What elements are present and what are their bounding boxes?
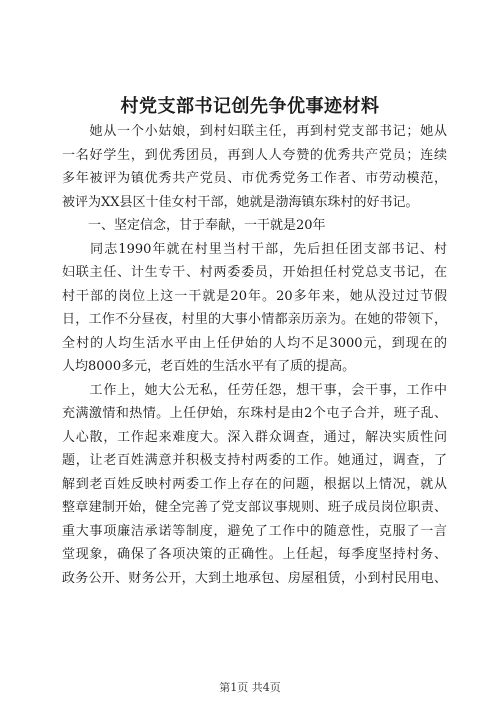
text-line: 全村的人均生活水平由上任伊始的人均不足3000元，到现在的 [62,335,447,351]
text-line: 充满激情和热情。上任伊始，东珠村是由2个屯子合并，班子乱、 [62,406,447,421]
page-footer: 第1页 共4页 [219,681,281,694]
text-line: 日，工作不分昼夜，村里的大事小情都亲历亲为。在她的带领下， [62,312,447,327]
text-line: 多年被评为镇优秀共产党员、市优秀党务工作者、市劳动模范， [62,171,447,186]
text-line: 整章建制开始，健全完善了党支部议事规则、班子成员岗位职责、 [62,500,447,515]
text-line: 被评为XX县区十佳女村干部，她就是渤海镇东珠村的好书记。 [62,194,419,210]
text-line: 人均8000多元，老百姓的生活水平有了质的提高。 [62,359,356,374]
document-title: 村党支部书记创先争优事迹材料 [120,96,380,117]
text-line: 妇联主任、计生专干、村两委委员，开始担任村党总支书记，在 [62,265,447,280]
text-line: 同志1990年就在村里当村干部，先后担任团支部书记、村 [62,241,447,257]
text-line: 一名好学生，到优秀团员，再到人人夸赞的优秀共产党员；连续 [62,147,447,163]
text-line: 她从一个小姑娘，到村妇联主任，再到村党支部书记；她从 [62,124,447,139]
text-line: 堂现象，确保了各项决策的正确性。上任起，每季度坚持村务、 [62,547,447,562]
text-line: 题，让老百姓满意并积极支持村两委的工作。她通过，调查，了 [62,453,447,468]
text-line: 一、坚定信念，甘于奉献，一干就是20年 [62,218,326,233]
text-line: 解到老百姓反映村两委工作上存在的问题，根据以上情况，就从 [62,476,447,492]
text-line: 政务公开、财务公开，大到土地承包、房屋租赁，小到村民用电、 [62,570,447,586]
text-line: 人心散，工作起来难度大。深入群众调查，通过，解决实质性问 [62,429,447,445]
document-body [62,120,447,590]
text-line: 村干部的岗位上这一干就是20年。20多年来，她从没过过节假 [62,288,447,304]
text-line: 工作上，她大公无私，任劳任怨，想干事，会干事，工作中 [62,382,447,398]
text-line: 重大事项廉洁承诺等制度，避免了工作中的随意性，克服了一言 [62,523,447,539]
